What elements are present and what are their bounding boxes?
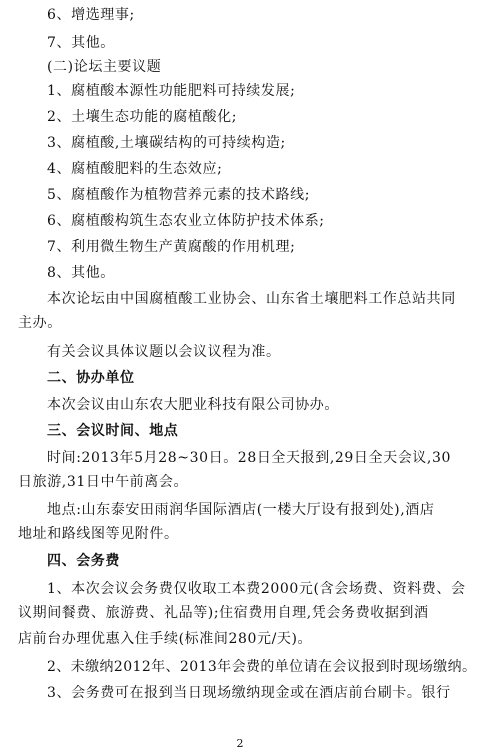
topic-item-5: 5、腐植酸作为植物营养元素的技术路线; — [47, 187, 311, 203]
paragraph-organizers-cont: 主办。 — [18, 315, 62, 331]
subheading-forum-topics: (二)论坛主要议题 — [47, 59, 162, 75]
list-item-6-elect-directors: 6、增选理事; — [47, 7, 135, 23]
fee-item-3: 3、会务费可在报到当日现场缴纳现金或在酒店前台刷卡。银行 — [47, 685, 451, 701]
topic-item-4: 4、腐植酸肥料的生态效应; — [47, 161, 223, 177]
topic-item-8: 8、其他。 — [47, 265, 115, 281]
fee-item-1-cont-a: 议期间餐费、旅游费、礼品等);住宿费用自理,凭会务费收据到酒 — [18, 605, 429, 621]
topic-item-2: 2、土壤生态功能的腐植酸化; — [47, 109, 238, 125]
topic-item-7: 7、利用微生物生产黄腐酸的作用机理; — [47, 239, 296, 255]
page-number: 2 — [236, 737, 244, 750]
topic-item-3: 3、腐植酸,土壤碳结构的可持续构造; — [47, 135, 286, 151]
heading-time-place: 三、会议时间、地点 — [47, 423, 179, 439]
fee-item-2: 2、未缴纳2012年、2013年会费的单位请在会议报到时现场缴纳。 — [47, 659, 477, 675]
paragraph-time: 时间:2013年5月28~30日。28日全天报到,29日全天会议,30 — [47, 450, 451, 466]
paragraph-place-cont: 地址和路线图等见附件。 — [18, 526, 179, 542]
paragraph-time-cont: 日旅游,31日中午前离会。 — [18, 474, 189, 490]
paragraph-place: 地点:山东泰安田雨润华国际酒店(一楼大厅设有报到处),酒店 — [47, 502, 435, 518]
paragraph-agenda-note: 有关会议具体议题以会议议程为准。 — [47, 344, 281, 360]
heading-co-organizer: 二、协办单位 — [47, 370, 135, 386]
paragraph-co-organizer: 本次会议由山东农大肥业科技有限公司协办。 — [47, 397, 339, 413]
heading-conference-fee: 四、会务费 — [47, 553, 120, 569]
fee-item-1: 1、本次会议会务费仅收取工本费2000元(含会场费、资料费、会 — [47, 581, 466, 597]
fee-item-1-cont-b: 店前台办理优惠入住手续(标准间280元/天)。 — [18, 631, 313, 647]
topic-item-1: 1、腐植酸本源性功能肥料可持续发展; — [47, 83, 296, 99]
topic-item-6: 6、腐植酸构筑生态农业立体防护技术体系; — [47, 213, 325, 229]
paragraph-organizers: 本次论坛由中国腐植酸工业协会、山东省土壤肥料工作总站共同 — [47, 291, 456, 307]
list-item-7-other: 7、其他。 — [47, 35, 115, 51]
